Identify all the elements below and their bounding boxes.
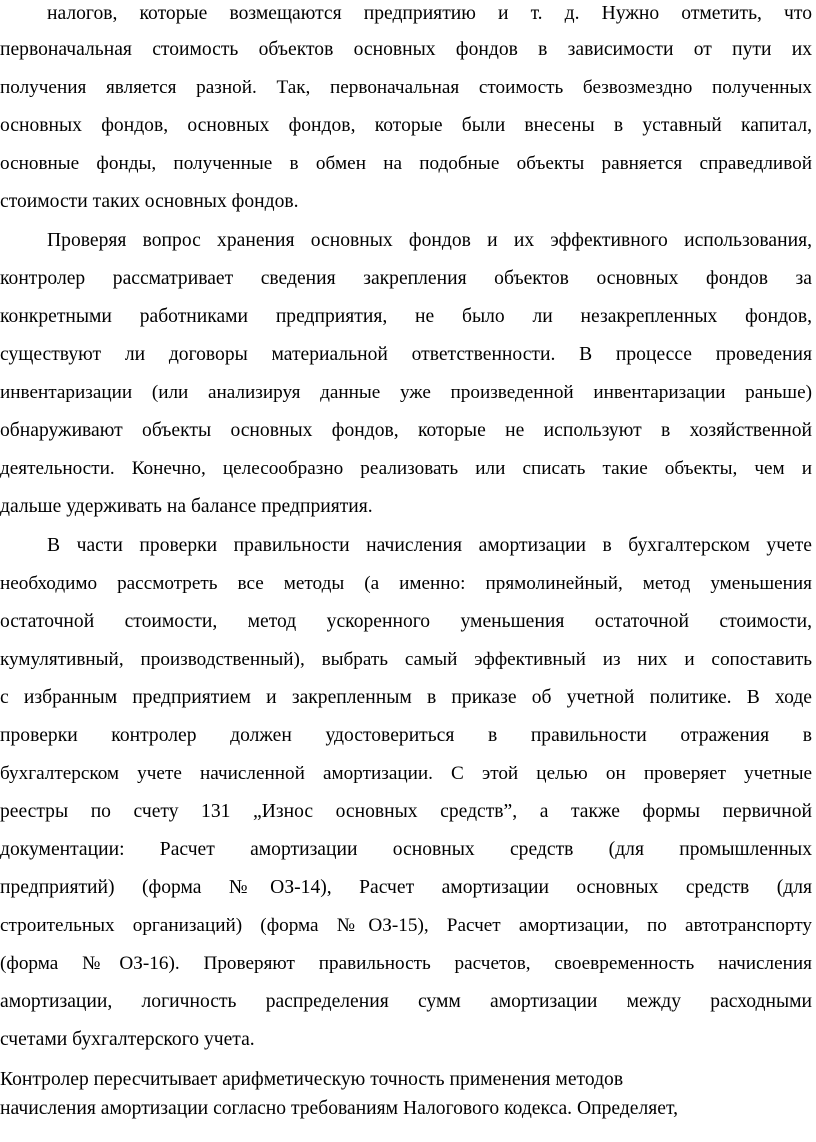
text-line: начисления амортизации согласно требованиям Налогового кодекса. Определяет, [0, 1098, 678, 1119]
text-line: проверки контролер должен удостовериться в правильности отражения в [0, 725, 812, 746]
text-line: контролер рассматривает сведения закрепления объектов основных фондов за [0, 268, 812, 289]
text-line: Контролер пересчитывает арифметическую точность применения методов [0, 1069, 624, 1090]
text-line: с избранным предприятием и закрепленным в приказе об учетной политике. В ходе [0, 687, 812, 708]
text-line: счетами бухгалтерского учета. [0, 1029, 255, 1050]
text-line: реестры по счету 131 „Износ основных средств”, а также формы первичной [0, 801, 812, 822]
text-line: обнаруживают объекты основных фондов, которые не используют в хозяйственной [0, 420, 812, 441]
text-line: необходимо рассмотреть все методы (а именно: прямолинейный, метод уменьшения [0, 573, 812, 594]
text-line: Проверяя вопрос хранения основных фондов и их эффективного использования, [47, 230, 812, 251]
text-line: дальше удерживать на балансе предприятия. [0, 496, 373, 517]
text-line: основных фондов, основных фондов, которые были внесены в уставный капитал, [0, 115, 812, 136]
text-line: (форма №ОЗ-16). Проверяют правильность расчетов, своевременность начисления [0, 953, 812, 974]
text-line: деятельности. Конечно, целесообразно реализовать или списать такие объекты, чем и [0, 458, 812, 479]
text-line: стоимости таких основных фондов. [0, 191, 299, 212]
text-line: налогов, которые возмещаются предприятию и т. д. Нужно отметить, что [47, 3, 812, 24]
text-line: первоначальная стоимость объектов основных фондов в зависимости от пути их [0, 39, 812, 60]
text-line: амортизации, логичность распределения сумм амортизации между расходными [0, 991, 812, 1012]
text-line: бухгалтерском учете начисленной амортизации. С этой целью он проверяет учетные [0, 763, 812, 784]
text-line: кумулятивный, производственный), выбрать самый эффективный из них и сопоставить [0, 649, 812, 670]
text-line: остаточной стоимости, метод ускоренного уменьшения остаточной стоимости, [0, 611, 812, 632]
text-line: получения является разной. Так, первоначальная стоимость безвозмездно полученных [0, 77, 812, 98]
text-line: предприятий) (форма №ОЗ-14), Расчет амортизации основных средств (для [0, 877, 812, 898]
text-line: строительных организаций) (форма №ОЗ-15), Расчет амортизации, по автотранспорту [0, 915, 812, 936]
text-line: конкретными работниками предприятия, не было ли незакрепленных фондов, [0, 306, 812, 327]
text-line: документации: Расчет амортизации основных средств (для промышленных [0, 839, 812, 860]
text-line: основные фонды, полученные в обмен на подобные объекты равняется справедливой [0, 153, 812, 174]
text-line: В части проверки правильности начисления амортизации в бухгалтерском учете [47, 535, 812, 556]
text-line: существуют ли договоры материальной ответственности. В процессе проведения [0, 344, 812, 365]
text-line: инвентаризации (или анализируя данные уже произведенной инвентаризации раньше) [0, 382, 812, 403]
